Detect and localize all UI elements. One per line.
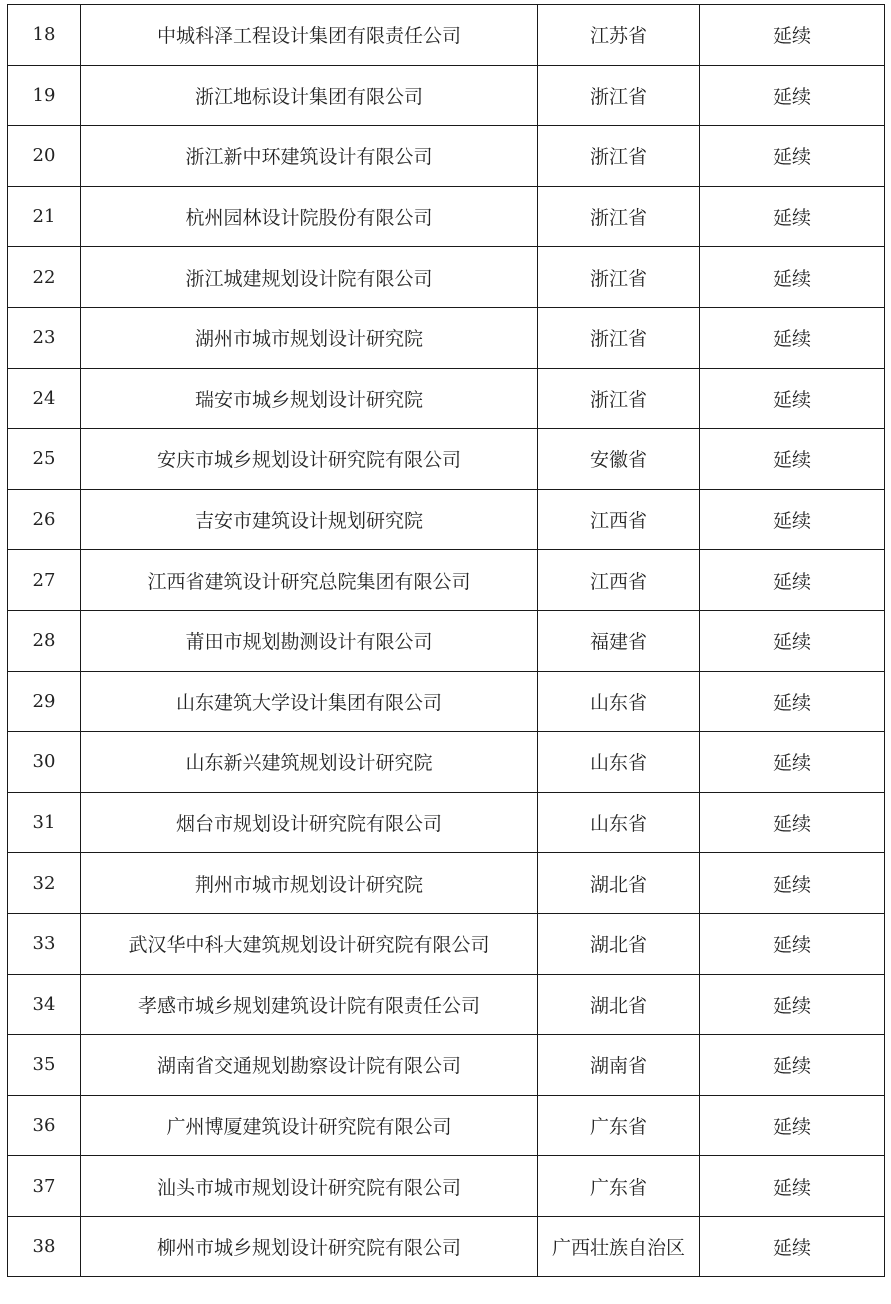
table-row bbox=[8, 429, 885, 490]
region-cell: 湖北省 bbox=[538, 913, 700, 974]
status-cell: 延续 bbox=[700, 1095, 885, 1156]
status-cell: 延续 bbox=[700, 1156, 885, 1217]
row-number-cell: 32 bbox=[8, 853, 81, 914]
company-name-cell: 江西省建筑设计研究总院集团有限公司 bbox=[81, 550, 538, 611]
row-number-cell: 22 bbox=[8, 247, 81, 308]
table-row bbox=[8, 792, 885, 853]
status-cell: 延续 bbox=[700, 307, 885, 368]
region-cell: 广西壮族自治区 bbox=[538, 1216, 700, 1277]
table-row bbox=[8, 489, 885, 550]
row-number-cell: 33 bbox=[8, 913, 81, 974]
status-cell: 延续 bbox=[700, 1216, 885, 1277]
status-cell: 延续 bbox=[700, 5, 885, 66]
region-cell: 福建省 bbox=[538, 610, 700, 671]
table-row bbox=[8, 913, 885, 974]
company-name-cell: 湖州市城市规划设计研究院 bbox=[81, 307, 538, 368]
region-cell: 江苏省 bbox=[538, 5, 700, 66]
company-name-cell: 孝感市城乡规划建筑设计院有限责任公司 bbox=[81, 974, 538, 1035]
status-cell: 延续 bbox=[700, 671, 885, 732]
status-cell: 延续 bbox=[700, 550, 885, 611]
row-number-cell: 35 bbox=[8, 1035, 81, 1096]
table-row bbox=[8, 5, 885, 66]
row-number-cell: 30 bbox=[8, 732, 81, 793]
company-name-cell: 浙江地标设计集团有限公司 bbox=[81, 65, 538, 126]
row-number-cell: 36 bbox=[8, 1095, 81, 1156]
table-row bbox=[8, 1156, 885, 1217]
status-cell: 延续 bbox=[700, 186, 885, 247]
row-number-cell: 21 bbox=[8, 186, 81, 247]
row-number-cell: 20 bbox=[8, 126, 81, 187]
region-cell: 浙江省 bbox=[538, 65, 700, 126]
table-row bbox=[8, 65, 885, 126]
row-number-cell: 24 bbox=[8, 368, 81, 429]
region-cell: 江西省 bbox=[538, 550, 700, 611]
company-name-cell: 广州博厦建筑设计研究院有限公司 bbox=[81, 1095, 538, 1156]
table-row bbox=[8, 247, 885, 308]
status-cell: 延续 bbox=[700, 792, 885, 853]
status-cell: 延续 bbox=[700, 732, 885, 793]
company-name-cell: 荆州市城市规划设计研究院 bbox=[81, 853, 538, 914]
region-cell: 浙江省 bbox=[538, 368, 700, 429]
table-row bbox=[8, 974, 885, 1035]
company-name-cell: 汕头市城市规划设计研究院有限公司 bbox=[81, 1156, 538, 1217]
row-number-cell: 23 bbox=[8, 307, 81, 368]
table-row bbox=[8, 853, 885, 914]
region-cell: 山东省 bbox=[538, 671, 700, 732]
region-cell: 湖南省 bbox=[538, 1035, 700, 1096]
table-row bbox=[8, 550, 885, 611]
table-row bbox=[8, 732, 885, 793]
row-number-cell: 26 bbox=[8, 489, 81, 550]
company-name-cell: 湖南省交通规划勘察设计院有限公司 bbox=[81, 1035, 538, 1096]
company-name-cell: 安庆市城乡规划设计研究院有限公司 bbox=[81, 429, 538, 490]
status-cell: 延续 bbox=[700, 65, 885, 126]
company-name-cell: 浙江新中环建筑设计有限公司 bbox=[81, 126, 538, 187]
row-number-cell: 27 bbox=[8, 550, 81, 611]
region-cell: 浙江省 bbox=[538, 247, 700, 308]
region-cell: 山东省 bbox=[538, 732, 700, 793]
status-cell: 延续 bbox=[700, 610, 885, 671]
status-cell: 延续 bbox=[700, 489, 885, 550]
table-row bbox=[8, 307, 885, 368]
company-name-cell: 武汉华中科大建筑规划设计研究院有限公司 bbox=[81, 913, 538, 974]
row-number-cell: 19 bbox=[8, 65, 81, 126]
company-list-table bbox=[7, 4, 885, 1277]
region-cell: 江西省 bbox=[538, 489, 700, 550]
table-row bbox=[8, 1216, 885, 1277]
region-cell: 浙江省 bbox=[538, 307, 700, 368]
region-cell: 浙江省 bbox=[538, 186, 700, 247]
company-name-cell: 吉安市建筑设计规划研究院 bbox=[81, 489, 538, 550]
table-body bbox=[8, 5, 885, 1277]
table-row bbox=[8, 671, 885, 732]
status-cell: 延续 bbox=[700, 126, 885, 187]
status-cell: 延续 bbox=[700, 247, 885, 308]
row-number-cell: 18 bbox=[8, 5, 81, 66]
table-row bbox=[8, 126, 885, 187]
company-name-cell: 烟台市规划设计研究院有限公司 bbox=[81, 792, 538, 853]
status-cell: 延续 bbox=[700, 853, 885, 914]
table-row bbox=[8, 186, 885, 247]
table-row bbox=[8, 368, 885, 429]
region-cell: 广东省 bbox=[538, 1156, 700, 1217]
company-name-cell: 浙江城建规划设计院有限公司 bbox=[81, 247, 538, 308]
region-cell: 安徽省 bbox=[538, 429, 700, 490]
row-number-cell: 38 bbox=[8, 1216, 81, 1277]
table-row bbox=[8, 1035, 885, 1096]
company-name-cell: 山东建筑大学设计集团有限公司 bbox=[81, 671, 538, 732]
status-cell: 延续 bbox=[700, 1035, 885, 1096]
row-number-cell: 31 bbox=[8, 792, 81, 853]
status-cell: 延续 bbox=[700, 429, 885, 490]
row-number-cell: 29 bbox=[8, 671, 81, 732]
row-number-cell: 28 bbox=[8, 610, 81, 671]
company-name-cell: 瑞安市城乡规划设计研究院 bbox=[81, 368, 538, 429]
row-number-cell: 25 bbox=[8, 429, 81, 490]
company-name-cell: 山东新兴建筑规划设计研究院 bbox=[81, 732, 538, 793]
region-cell: 湖北省 bbox=[538, 974, 700, 1035]
company-name-cell: 杭州园林设计院股份有限公司 bbox=[81, 186, 538, 247]
company-name-cell: 莆田市规划勘测设计有限公司 bbox=[81, 610, 538, 671]
row-number-cell: 37 bbox=[8, 1156, 81, 1217]
status-cell: 延续 bbox=[700, 974, 885, 1035]
status-cell: 延续 bbox=[700, 913, 885, 974]
region-cell: 湖北省 bbox=[538, 853, 700, 914]
status-cell: 延续 bbox=[700, 368, 885, 429]
table-row bbox=[8, 610, 885, 671]
region-cell: 山东省 bbox=[538, 792, 700, 853]
company-name-cell: 柳州市城乡规划设计研究院有限公司 bbox=[81, 1216, 538, 1277]
company-list-table-container bbox=[7, 4, 884, 1277]
region-cell: 广东省 bbox=[538, 1095, 700, 1156]
company-name-cell: 中城科泽工程设计集团有限责任公司 bbox=[81, 5, 538, 66]
row-number-cell: 34 bbox=[8, 974, 81, 1035]
region-cell: 浙江省 bbox=[538, 126, 700, 187]
table-row bbox=[8, 1095, 885, 1156]
